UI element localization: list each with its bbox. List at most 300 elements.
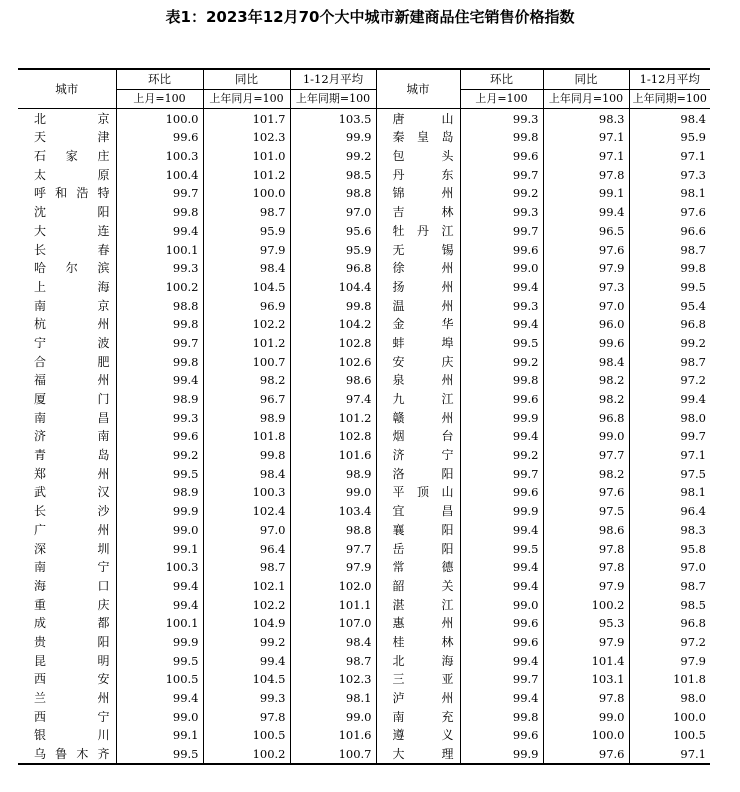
avg-cell-right: 95.8 — [629, 539, 710, 558]
yoy-cell-right: 97.6 — [543, 240, 629, 259]
mom-cell-left: 99.2 — [116, 446, 203, 465]
mom-cell-right: 99.6 — [460, 390, 543, 409]
yoy-cell-right: 97.3 — [543, 278, 629, 297]
table-row — [18, 408, 710, 427]
avg-cell-left: 95.6 — [290, 222, 376, 241]
city-cell-left: 西宁 — [34, 709, 110, 724]
mom-cell-left: 100.4 — [116, 165, 203, 184]
table-row — [18, 109, 710, 128]
yoy-cell-left: 96.7 — [203, 390, 290, 409]
avg-cell-right: 101.8 — [629, 670, 710, 689]
city-cell-left: 乌鲁木齐 — [18, 745, 116, 765]
avg-cell-left: 98.8 — [290, 521, 376, 540]
avg-cell-left: 101.1 — [290, 595, 376, 614]
yoy-cell-left: 100.5 — [203, 726, 290, 745]
yoy-cell-right: 98.2 — [543, 390, 629, 409]
mom-cell-right: 99.7 — [460, 222, 543, 241]
yoy-cell-right: 97.9 — [543, 633, 629, 652]
yoy-cell-right: 97.8 — [543, 165, 629, 184]
avg-cell-right: 99.4 — [629, 390, 710, 409]
city-cell-left: 海口 — [34, 578, 110, 593]
avg-cell-right: 99.2 — [629, 334, 710, 353]
mom-cell-right: 99.6 — [460, 483, 543, 502]
city-cell-right: 泸州 — [376, 689, 460, 708]
yoy-cell-right: 98.2 — [543, 464, 629, 483]
avg-cell-right: 97.1 — [629, 446, 710, 465]
yoy-cell-left: 102.2 — [203, 595, 290, 614]
mom-cell-right: 99.4 — [460, 278, 543, 297]
yoy-cell-right: 97.7 — [543, 446, 629, 465]
mom-cell-right: 99.8 — [460, 707, 543, 726]
yoy-cell-right: 98.6 — [543, 521, 629, 540]
table-row — [18, 278, 710, 297]
city-cell-left: 合肥 — [34, 354, 110, 369]
mom-cell-left: 99.9 — [116, 633, 203, 652]
mom-cell-left: 99.7 — [116, 184, 203, 203]
city-cell-left: 上海 — [34, 279, 110, 294]
avg-cell-right: 97.1 — [629, 745, 710, 765]
yoy-cell-left: 102.4 — [203, 502, 290, 521]
city-cell-left: 广州 — [34, 522, 110, 537]
table-row — [18, 128, 710, 147]
mom-cell-left: 100.3 — [116, 147, 203, 166]
city-cell-left: 长沙 — [34, 504, 110, 519]
avg-cell-left: 102.8 — [290, 334, 376, 353]
table-row — [18, 259, 710, 278]
header-city-left: 城市 — [18, 69, 116, 109]
yoy-cell-left: 97.0 — [203, 521, 290, 540]
mom-cell-left: 100.5 — [116, 670, 203, 689]
yoy-cell-right: 96.8 — [543, 408, 629, 427]
yoy-cell-left: 100.3 — [203, 483, 290, 502]
yoy-cell-right: 99.1 — [543, 184, 629, 203]
mom-cell-right: 99.9 — [460, 408, 543, 427]
city-cell-right: 常德 — [376, 558, 460, 577]
mom-cell-left: 98.9 — [116, 390, 203, 409]
avg-cell-right: 95.4 — [629, 296, 710, 315]
header-avg-sub-right: 上年同期=100 — [629, 89, 710, 109]
city-cell-left: 沈阳 — [34, 205, 110, 220]
mom-cell-left: 99.0 — [116, 521, 203, 540]
mom-cell-left: 99.5 — [116, 651, 203, 670]
city-cell-right: 吉林 — [376, 203, 460, 222]
city-cell-right: 桂林 — [376, 633, 460, 652]
mom-cell-left: 98.8 — [116, 296, 203, 315]
avg-cell-right: 100.5 — [629, 726, 710, 745]
city-cell-right: 包头 — [376, 147, 460, 166]
avg-cell-right: 98.1 — [629, 184, 710, 203]
price-index-table — [18, 68, 710, 765]
yoy-cell-right: 97.1 — [543, 128, 629, 147]
city-cell-left: 成都 — [34, 616, 110, 631]
avg-cell-left: 97.4 — [290, 390, 376, 409]
mom-cell-right: 99.2 — [460, 446, 543, 465]
yoy-cell-right: 101.4 — [543, 651, 629, 670]
yoy-cell-left: 98.4 — [203, 259, 290, 278]
avg-cell-left: 104.4 — [290, 278, 376, 297]
mom-cell-left: 99.8 — [116, 203, 203, 222]
avg-cell-right: 98.1 — [629, 483, 710, 502]
avg-cell-left: 98.1 — [290, 689, 376, 708]
table-row — [18, 670, 710, 689]
city-cell-right: 大理 — [376, 745, 460, 765]
avg-cell-left: 102.3 — [290, 670, 376, 689]
mom-cell-left: 100.1 — [116, 240, 203, 259]
avg-cell-left: 95.9 — [290, 240, 376, 259]
city-cell-right: 湛江 — [376, 595, 460, 614]
city-cell-right: 扬州 — [376, 278, 460, 297]
city-cell-right: 韶关 — [376, 577, 460, 596]
avg-cell-right: 95.9 — [629, 128, 710, 147]
yoy-cell-left: 101.8 — [203, 427, 290, 446]
city-cell-left: 厦门 — [34, 392, 110, 407]
yoy-cell-left: 101.0 — [203, 147, 290, 166]
yoy-cell-right: 97.1 — [543, 147, 629, 166]
yoy-cell-left: 98.4 — [203, 464, 290, 483]
table-row — [18, 203, 710, 222]
mom-cell-right: 99.9 — [460, 745, 543, 765]
mom-cell-right: 99.7 — [460, 670, 543, 689]
city-cell-left: 南宁 — [34, 560, 110, 575]
table-row — [18, 371, 710, 390]
city-cell-right: 徐州 — [376, 259, 460, 278]
city-cell-left: 太原 — [34, 167, 110, 182]
table-row — [18, 689, 710, 708]
avg-cell-left: 97.9 — [290, 558, 376, 577]
avg-cell-right: 99.8 — [629, 259, 710, 278]
avg-cell-left: 100.7 — [290, 745, 376, 765]
avg-cell-left: 103.5 — [290, 109, 376, 128]
yoy-cell-right: 99.4 — [543, 203, 629, 222]
yoy-cell-right: 96.5 — [543, 222, 629, 241]
header-yoy-sub-left: 上年同月=100 — [203, 89, 290, 109]
city-cell-left: 石家庄 — [34, 149, 110, 164]
yoy-cell-left: 98.7 — [203, 558, 290, 577]
mom-cell-right: 99.6 — [460, 633, 543, 652]
table-row — [18, 726, 710, 745]
mom-cell-left: 98.9 — [116, 483, 203, 502]
avg-cell-left: 97.0 — [290, 203, 376, 222]
yoy-cell-left: 104.5 — [203, 278, 290, 297]
city-cell-right: 牡丹江 — [376, 222, 460, 241]
avg-cell-left: 96.8 — [290, 259, 376, 278]
city-cell-left: 兰州 — [34, 691, 110, 706]
city-cell-left: 北京 — [34, 111, 110, 126]
table-row — [18, 539, 710, 558]
city-cell-left: 宁波 — [34, 335, 110, 350]
yoy-cell-left: 96.4 — [203, 539, 290, 558]
mom-cell-left: 99.9 — [116, 502, 203, 521]
avg-cell-right: 98.7 — [629, 352, 710, 371]
yoy-cell-left: 100.7 — [203, 352, 290, 371]
yoy-cell-right: 98.3 — [543, 109, 629, 128]
mom-cell-left: 99.6 — [116, 128, 203, 147]
mom-cell-right: 99.7 — [460, 165, 543, 184]
mom-cell-right: 99.3 — [460, 109, 543, 128]
table-row — [18, 558, 710, 577]
city-cell-right: 秦皇岛 — [376, 128, 460, 147]
yoy-cell-left: 98.9 — [203, 408, 290, 427]
mom-cell-right: 99.3 — [460, 203, 543, 222]
mom-cell-left: 100.3 — [116, 558, 203, 577]
avg-cell-right: 98.7 — [629, 577, 710, 596]
yoy-cell-left: 101.2 — [203, 334, 290, 353]
header-yoy-left: 同比 — [203, 69, 290, 89]
avg-cell-left: 98.6 — [290, 371, 376, 390]
header-yoy-sub-right: 上年同月=100 — [543, 89, 629, 109]
avg-cell-right: 97.5 — [629, 464, 710, 483]
mom-cell-right: 99.4 — [460, 651, 543, 670]
city-cell-left: 呼和浩特 — [34, 186, 110, 201]
avg-cell-left: 99.9 — [290, 128, 376, 147]
avg-cell-right: 97.2 — [629, 371, 710, 390]
city-cell-right: 南充 — [376, 707, 460, 726]
yoy-cell-left: 98.7 — [203, 203, 290, 222]
avg-cell-left: 98.4 — [290, 633, 376, 652]
mom-cell-right: 99.6 — [460, 240, 543, 259]
city-cell-right: 遵义 — [376, 726, 460, 745]
yoy-cell-left: 99.3 — [203, 689, 290, 708]
yoy-cell-left: 102.2 — [203, 315, 290, 334]
city-cell-left: 福州 — [34, 373, 110, 388]
avg-cell-left: 107.0 — [290, 614, 376, 633]
mom-cell-left: 99.3 — [116, 408, 203, 427]
city-cell-left: 昆明 — [34, 653, 110, 668]
city-cell-left: 大连 — [34, 223, 110, 238]
mom-cell-right: 99.4 — [460, 558, 543, 577]
avg-cell-left: 102.0 — [290, 577, 376, 596]
avg-cell-left: 99.0 — [290, 707, 376, 726]
avg-cell-left: 102.8 — [290, 427, 376, 446]
yoy-cell-right: 97.9 — [543, 577, 629, 596]
mom-cell-left: 99.6 — [116, 427, 203, 446]
mom-cell-left: 100.0 — [116, 109, 203, 128]
yoy-cell-left: 97.9 — [203, 240, 290, 259]
city-cell-left: 贵阳 — [34, 634, 110, 649]
city-cell-right: 惠州 — [376, 614, 460, 633]
yoy-cell-left: 99.8 — [203, 446, 290, 465]
city-cell-right: 温州 — [376, 296, 460, 315]
avg-cell-left: 97.7 — [290, 539, 376, 558]
city-cell-left: 银川 — [34, 728, 110, 743]
yoy-cell-left: 104.5 — [203, 670, 290, 689]
yoy-cell-right: 97.8 — [543, 558, 629, 577]
avg-cell-right: 96.4 — [629, 502, 710, 521]
table-row — [18, 651, 710, 670]
city-cell-right: 安庆 — [376, 352, 460, 371]
city-cell-right: 唐山 — [376, 109, 460, 128]
table-title: 表1：2023年12月70个大中城市新建商品住宅销售价格指数 — [165, 8, 575, 26]
avg-cell-left: 99.8 — [290, 296, 376, 315]
yoy-cell-left: 96.9 — [203, 296, 290, 315]
yoy-cell-right: 103.1 — [543, 670, 629, 689]
table-row — [18, 633, 710, 652]
city-cell-left: 青岛 — [34, 448, 110, 463]
yoy-cell-right: 99.6 — [543, 334, 629, 353]
header-mom-left: 环比 — [116, 69, 203, 89]
mom-cell-right: 99.5 — [460, 539, 543, 558]
city-cell-right: 平顶山 — [376, 483, 460, 502]
avg-cell-right: 97.2 — [629, 633, 710, 652]
mom-cell-left: 99.3 — [116, 259, 203, 278]
yoy-cell-left: 99.2 — [203, 633, 290, 652]
table-row — [18, 147, 710, 166]
mom-cell-left: 99.1 — [116, 726, 203, 745]
city-cell-left: 郑州 — [34, 466, 110, 481]
header-mom-sub-right: 上月=100 — [460, 89, 543, 109]
mom-cell-right: 99.2 — [460, 184, 543, 203]
city-cell-left: 南昌 — [34, 410, 110, 425]
yoy-cell-left: 102.1 — [203, 577, 290, 596]
yoy-cell-right: 97.8 — [543, 689, 629, 708]
table-row — [18, 315, 710, 334]
city-cell-left: 武汉 — [34, 485, 110, 500]
yoy-cell-left: 104.9 — [203, 614, 290, 633]
yoy-cell-right: 100.2 — [543, 595, 629, 614]
city-cell-left: 长春 — [34, 242, 110, 257]
yoy-cell-right: 98.2 — [543, 371, 629, 390]
city-cell-right: 赣州 — [376, 408, 460, 427]
yoy-cell-left: 95.9 — [203, 222, 290, 241]
mom-cell-right: 99.3 — [460, 296, 543, 315]
mom-cell-right: 99.8 — [460, 128, 543, 147]
mom-cell-right: 99.8 — [460, 371, 543, 390]
table-row — [18, 521, 710, 540]
city-cell-right: 九江 — [376, 390, 460, 409]
avg-cell-right: 97.0 — [629, 558, 710, 577]
mom-cell-left: 99.4 — [116, 371, 203, 390]
city-cell-left: 杭州 — [34, 317, 110, 332]
header-yoy-right: 同比 — [543, 69, 629, 89]
avg-cell-right: 99.5 — [629, 278, 710, 297]
table-row — [18, 577, 710, 596]
city-cell-left: 南京 — [34, 298, 110, 313]
avg-cell-right: 98.0 — [629, 408, 710, 427]
avg-cell-right: 97.6 — [629, 203, 710, 222]
yoy-cell-right: 98.4 — [543, 352, 629, 371]
avg-cell-left: 102.6 — [290, 352, 376, 371]
avg-cell-right: 98.7 — [629, 240, 710, 259]
avg-cell-right: 97.9 — [629, 651, 710, 670]
avg-cell-left: 101.6 — [290, 726, 376, 745]
mom-cell-left: 99.1 — [116, 539, 203, 558]
header-avg-left: 1-12月平均 — [290, 69, 376, 89]
avg-cell-left: 98.8 — [290, 184, 376, 203]
mom-cell-right: 99.2 — [460, 352, 543, 371]
city-cell-right: 岳阳 — [376, 539, 460, 558]
mom-cell-left: 99.4 — [116, 689, 203, 708]
avg-cell-right: 96.8 — [629, 614, 710, 633]
yoy-cell-right: 97.0 — [543, 296, 629, 315]
city-cell-left: 深圳 — [34, 541, 110, 556]
city-cell-right: 无锡 — [376, 240, 460, 259]
yoy-cell-right: 97.5 — [543, 502, 629, 521]
yoy-cell-right: 99.0 — [543, 427, 629, 446]
city-cell-left: 济南 — [34, 429, 110, 444]
mom-cell-right: 99.4 — [460, 577, 543, 596]
mom-cell-right: 99.6 — [460, 614, 543, 633]
avg-cell-left: 104.2 — [290, 315, 376, 334]
city-cell-right: 襄阳 — [376, 521, 460, 540]
mom-cell-right: 99.9 — [460, 502, 543, 521]
table-row — [18, 614, 710, 633]
mom-cell-left: 99.8 — [116, 352, 203, 371]
avg-cell-right: 98.0 — [629, 689, 710, 708]
yoy-cell-left: 99.4 — [203, 651, 290, 670]
city-cell-left: 重庆 — [34, 597, 110, 612]
mom-cell-right: 99.7 — [460, 464, 543, 483]
table-row — [18, 184, 710, 203]
avg-cell-left: 101.2 — [290, 408, 376, 427]
avg-cell-right: 96.8 — [629, 315, 710, 334]
mom-cell-left: 100.2 — [116, 278, 203, 297]
city-cell-right: 丹东 — [376, 165, 460, 184]
city-cell-right: 北海 — [376, 651, 460, 670]
avg-cell-right: 99.7 — [629, 427, 710, 446]
yoy-cell-left: 97.8 — [203, 707, 290, 726]
city-cell-left: 天津 — [34, 130, 110, 145]
city-cell-right: 金华 — [376, 315, 460, 334]
yoy-cell-right: 97.9 — [543, 259, 629, 278]
table-row — [18, 707, 710, 726]
mom-cell-right: 99.6 — [460, 147, 543, 166]
city-cell-right: 烟台 — [376, 427, 460, 446]
avg-cell-right: 96.6 — [629, 222, 710, 241]
mom-cell-left: 99.4 — [116, 577, 203, 596]
mom-cell-right: 99.5 — [460, 334, 543, 353]
mom-cell-left: 100.1 — [116, 614, 203, 633]
header-avg-sub-left: 上年同期=100 — [290, 89, 376, 109]
city-cell-left: 哈尔滨 — [34, 261, 110, 276]
table-row — [18, 352, 710, 371]
avg-cell-left: 101.6 — [290, 446, 376, 465]
avg-cell-right: 97.3 — [629, 165, 710, 184]
mom-cell-left: 99.8 — [116, 315, 203, 334]
yoy-cell-left: 102.3 — [203, 128, 290, 147]
yoy-cell-right: 97.6 — [543, 745, 629, 765]
table-row — [18, 595, 710, 614]
city-cell-left: 西安 — [34, 672, 110, 687]
avg-cell-right: 98.3 — [629, 521, 710, 540]
mom-cell-right: 99.6 — [460, 726, 543, 745]
table-row — [18, 334, 710, 353]
mom-cell-left: 99.4 — [116, 222, 203, 241]
table-row — [18, 427, 710, 446]
table-row — [18, 502, 710, 521]
yoy-cell-right: 96.0 — [543, 315, 629, 334]
avg-cell-right: 97.1 — [629, 147, 710, 166]
avg-cell-left: 99.2 — [290, 147, 376, 166]
yoy-cell-left: 101.7 — [203, 109, 290, 128]
header-city-right: 城市 — [376, 69, 460, 109]
table-row — [18, 165, 710, 184]
mom-cell-left: 99.5 — [116, 464, 203, 483]
avg-cell-right: 100.0 — [629, 707, 710, 726]
mom-cell-left: 99.4 — [116, 595, 203, 614]
city-cell-right: 蚌埠 — [376, 334, 460, 353]
mom-cell-right: 99.0 — [460, 595, 543, 614]
yoy-cell-right: 100.0 — [543, 726, 629, 745]
yoy-cell-right: 97.6 — [543, 483, 629, 502]
table-row — [18, 296, 710, 315]
header-mom-right: 环比 — [460, 69, 543, 89]
table-row — [18, 745, 710, 765]
city-cell-right: 济宁 — [376, 446, 460, 465]
header-avg-right: 1-12月平均 — [629, 69, 710, 89]
yoy-cell-right: 95.3 — [543, 614, 629, 633]
city-cell-right: 三亚 — [376, 670, 460, 689]
city-cell-right: 锦州 — [376, 184, 460, 203]
